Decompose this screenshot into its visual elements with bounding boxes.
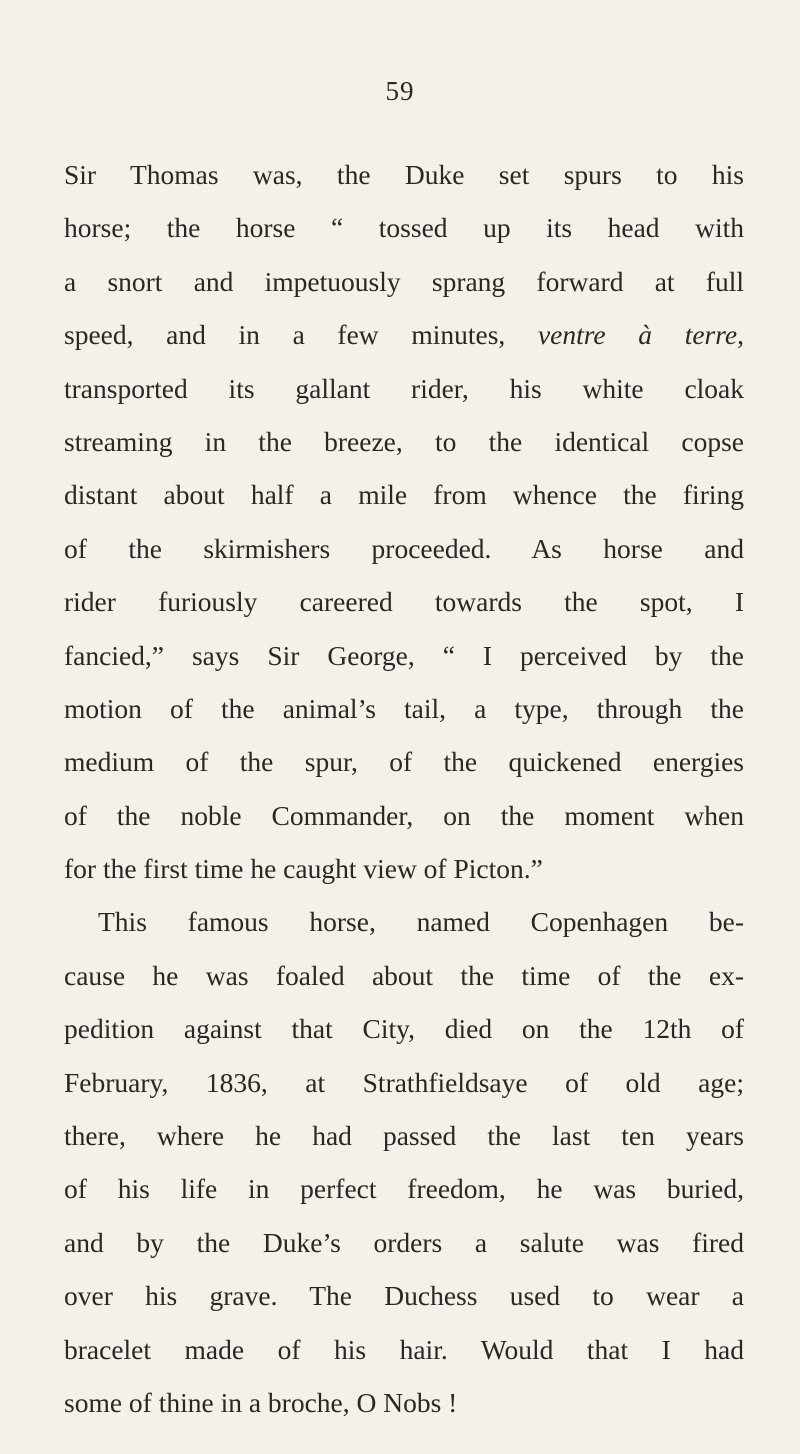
body-text bbox=[64, 148, 744, 1429]
text-line: and by the Duke’s orders a salute was fired bbox=[64, 1226, 744, 1258]
text-line: streaming in the breeze, to the identical copse bbox=[64, 425, 744, 457]
text-line: February, 1836, at Strathfieldsaye of old age; bbox=[64, 1066, 744, 1098]
text-line: some of thine in a broche, O Nobs ! bbox=[64, 1386, 458, 1418]
paragraph-start-line: This famous horse, named Copenhagen be- bbox=[98, 906, 744, 938]
text-line: horse; the horse “ tossed up its head with bbox=[64, 212, 744, 244]
text-line: bracelet made of his hair. Would that I had bbox=[64, 1333, 744, 1365]
text-line: motion of the animal’s tail, a type, through the bbox=[64, 692, 744, 724]
text-line: a snort and impetuously sprang forward at full bbox=[64, 265, 744, 297]
text-line: for the first time he caught view of Picton.” bbox=[64, 853, 543, 885]
text-line: rider furiously careered towards the spot, I bbox=[64, 586, 744, 618]
text-line: cause he was foaled about the time of the ex- bbox=[64, 959, 744, 991]
text-line: transported its gallant rider, his white cloak bbox=[64, 372, 744, 404]
text-line: there, where he had passed the last ten years bbox=[64, 1120, 744, 1152]
text-line: Sir Thomas was, the Duke set spurs to his bbox=[64, 159, 744, 190]
text-line: distant about half a mile from whence the firing bbox=[64, 479, 744, 511]
text-run: , bbox=[737, 319, 745, 351]
page-number: 59 bbox=[385, 76, 415, 106]
text-line: of his life in perfect freedom, he was buried, bbox=[64, 1173, 744, 1205]
italic-phrase: ventre à terre bbox=[537, 319, 738, 351]
text-line: of the skirmishers proceeded. As horse and bbox=[64, 532, 744, 564]
text-line: fancied,” says Sir George, “ I perceived by the bbox=[64, 639, 744, 671]
text-line: of the noble Commander, on the moment when bbox=[64, 799, 744, 831]
text-line: pedition against that City, died on the 12th of bbox=[64, 1013, 744, 1045]
text-line: over his grave. The Duchess used to wear a bbox=[64, 1280, 744, 1312]
text-line: medium of the spur, of the quickened energies bbox=[64, 746, 744, 778]
text-line bbox=[64, 308, 744, 361]
text-run: speed, and in a few minutes, bbox=[64, 319, 538, 351]
